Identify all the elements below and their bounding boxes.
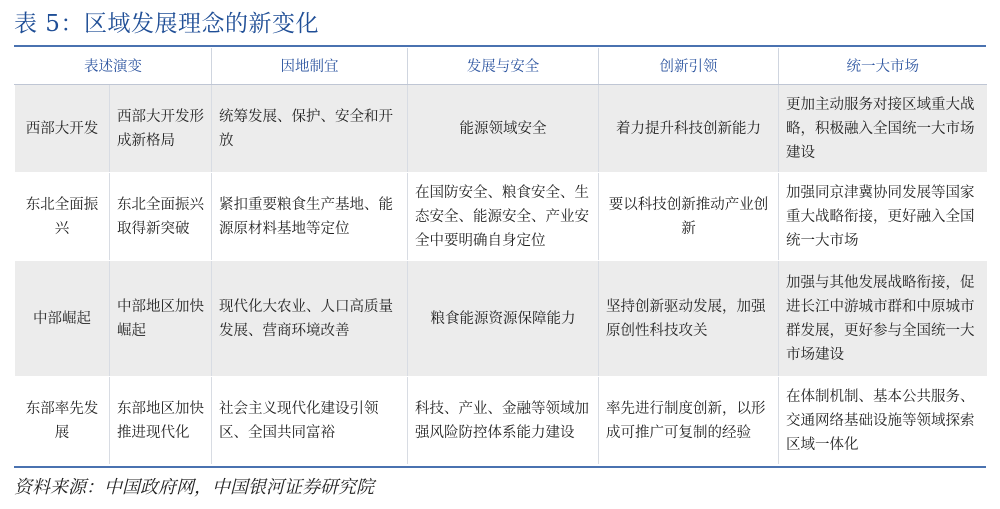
header-market: 统一大市场 bbox=[779, 49, 987, 85]
cell-evolution: 东部地区加快推进现代化 bbox=[110, 377, 212, 465]
cell-security: 在国防安全、粮食安全、生态安全、能源安全、产业安全中要明确自身定位 bbox=[408, 173, 599, 261]
cell-local: 社会主义现代化建设引领区、全国共同富裕 bbox=[212, 377, 408, 465]
cell-innovation: 率先进行制度创新，以形成可推广可复制的经验 bbox=[599, 377, 779, 465]
region-table bbox=[14, 48, 987, 465]
header-innovation: 创新引领 bbox=[599, 49, 779, 85]
cell-region: 西部大开发 bbox=[15, 85, 110, 173]
header-security: 发展与安全 bbox=[408, 49, 599, 85]
source-note: 资料来源：中国政府网，中国银河证券研究院 bbox=[14, 477, 374, 498]
table-row bbox=[15, 377, 987, 465]
bottom-divider bbox=[14, 466, 986, 468]
cell-security: 科技、产业、金融等领域加强风险防控体系能力建设 bbox=[408, 377, 599, 465]
cell-region: 东北全面振兴 bbox=[15, 173, 110, 261]
cell-security: 粮食能源资源保障能力 bbox=[408, 261, 599, 377]
header-row bbox=[15, 49, 987, 85]
cell-local: 紧扣重要粮食生产基地、能源原材料基地等定位 bbox=[212, 173, 408, 261]
cell-security: 能源领域安全 bbox=[408, 85, 599, 173]
cell-region: 中部崛起 bbox=[15, 261, 110, 377]
cell-market: 加强同京津冀协同发展等国家重大战略衔接，更好融入全国统一大市场 bbox=[779, 173, 987, 261]
cell-innovation: 着力提升科技创新能力 bbox=[599, 85, 779, 173]
header-evolution: 表述演变 bbox=[15, 49, 212, 85]
cell-innovation: 要以科技创新推动产业创新 bbox=[599, 173, 779, 261]
header-local: 因地制宜 bbox=[212, 49, 408, 85]
table-row bbox=[15, 173, 987, 261]
cell-market: 加强与其他发展战略衔接，促进长江中游城市群和中原城市群发展，更好参与全国统一大市场建设 bbox=[779, 261, 987, 377]
cell-market: 更加主动服务对接区域重大战略，积极融入全国统一大市场建设 bbox=[779, 85, 987, 173]
cell-region: 东部率先发展 bbox=[15, 377, 110, 465]
title-divider bbox=[14, 45, 986, 47]
cell-local: 统筹发展、保护、安全和开放 bbox=[212, 85, 408, 173]
table-row bbox=[15, 261, 987, 377]
cell-market: 在体制机制、基本公共服务、交通网络基础设施等领域探索区域一体化 bbox=[779, 377, 987, 465]
table-title: 表 5：区域发展理念的新变化 bbox=[14, 11, 319, 37]
cell-local: 现代化大农业、人口高质量发展、营商环境改善 bbox=[212, 261, 408, 377]
cell-evolution: 东北全面振兴取得新突破 bbox=[110, 173, 212, 261]
table-row bbox=[15, 85, 987, 173]
cell-innovation: 坚持创新驱动发展，加强原创性科技攻关 bbox=[599, 261, 779, 377]
cell-evolution: 西部大开发形成新格局 bbox=[110, 85, 212, 173]
cell-evolution: 中部地区加快崛起 bbox=[110, 261, 212, 377]
